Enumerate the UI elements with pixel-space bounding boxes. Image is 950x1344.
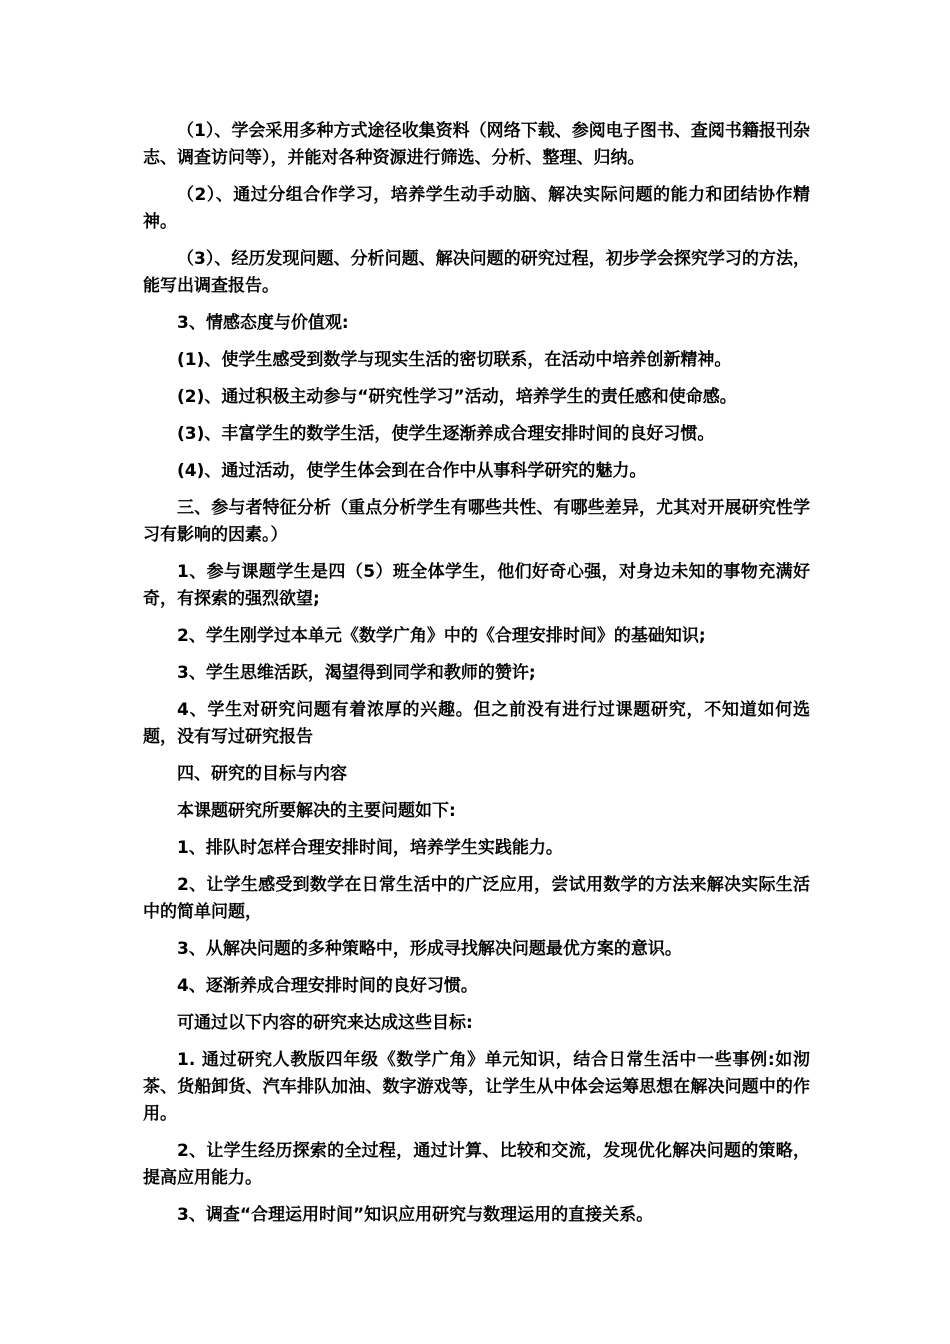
section-heading-attitudes: 3、情感态度与价值观: bbox=[177, 313, 349, 333]
paragraph-22: 2、让学生经历探索的全过程，通过计算、比较和交流，发现优化解决问题的策略，提高应用能力。 bbox=[143, 1141, 810, 1188]
paragraph-21: 1. 通过研究人教版四年级《数学广角》单元知识，结合日常生活中一些事例:如沏茶、货船卸货、汽车排队加油、数字游戏等，让学生从中体会运筹思想在解决问题中的作用。 bbox=[143, 1050, 810, 1124]
paragraph-7: (3)、丰富学生的数学生活，使学生逐渐养成合理安排时间的良好习惯。 bbox=[177, 424, 715, 444]
paragraph-17: 2、让学生感受到数学在日常生活中的广泛应用，尝试用数学的方法来解决实际生活中的简单问题， bbox=[143, 875, 810, 922]
paragraph-18: 3、从解决问题的多种策略中，形成寻找解决问题最优方案的意识。 bbox=[177, 939, 682, 959]
paragraph-11: 2、学生刚学过本单元《数学广角》中的《合理安排时间》的基础知识; bbox=[177, 626, 706, 646]
document-body bbox=[143, 118, 810, 1239]
paragraph-2: （2）、通过分组合作学习，培养学生动手动脑、解决实际问题的能力和团结协作精神。 bbox=[143, 185, 810, 232]
paragraph-10: 1、参与课题学生是四（5）班全体学生，他们好奇心强，对身边未知的事物充满好奇，有探索的强烈欲望; bbox=[143, 562, 810, 609]
paragraph-12: 3、学生思维活跃，渴望得到同学和教师的赞许; bbox=[177, 663, 536, 683]
paragraph-16: 1、排队时怎样合理安排时间，培养学生实践能力。 bbox=[177, 838, 563, 858]
paragraph-1: （1）、学会采用多种方式途径收集资料（网络下载、参阅电子图书、查阅书籍报刊杂志、调查访问等），并能对各种资源进行筛选、分析、整理、归纳。 bbox=[143, 121, 810, 168]
paragraph-23: 3、调查“合理运用时间”知识应用研究与数理运用的直接关系。 bbox=[177, 1205, 654, 1225]
paragraph-8: (4)、通过活动，使学生体会到在合作中从事科学研究的魅力。 bbox=[177, 461, 647, 481]
paragraph-3: （3）、经历发现问题、分析问题、解决问题的研究过程，初步学会探究学习的方法，能写出调查报告。 bbox=[143, 249, 810, 296]
paragraph-19: 4、逐渐养成合理安排时间的良好习惯。 bbox=[177, 976, 478, 996]
paragraph-6: (2)、通过积极主动参与“研究性学习”活动，培养学生的责任感和使命感。 bbox=[177, 387, 737, 407]
section-heading-participants: 三、参与者特征分析（重点分析学生有哪些共性、有哪些差异，尤其对开展研究性学习有影响的因素。） bbox=[143, 498, 810, 545]
section-heading-goals: 四、研究的目标与内容 bbox=[177, 764, 347, 784]
paragraph-20: 可通过以下内容的研究来达成这些目标: bbox=[177, 1013, 473, 1033]
paragraph-5: (1)、使学生感受到数学与现实生活的密切联系，在活动中培养创新精神。 bbox=[177, 350, 732, 370]
paragraph-13: 4、学生对研究问题有着浓厚的兴趣。但之前没有进行过课题研究，不知道如何选题，没有写过研究报告 bbox=[143, 700, 810, 747]
paragraph-15: 本课题研究所要解决的主要问题如下: bbox=[177, 801, 456, 821]
